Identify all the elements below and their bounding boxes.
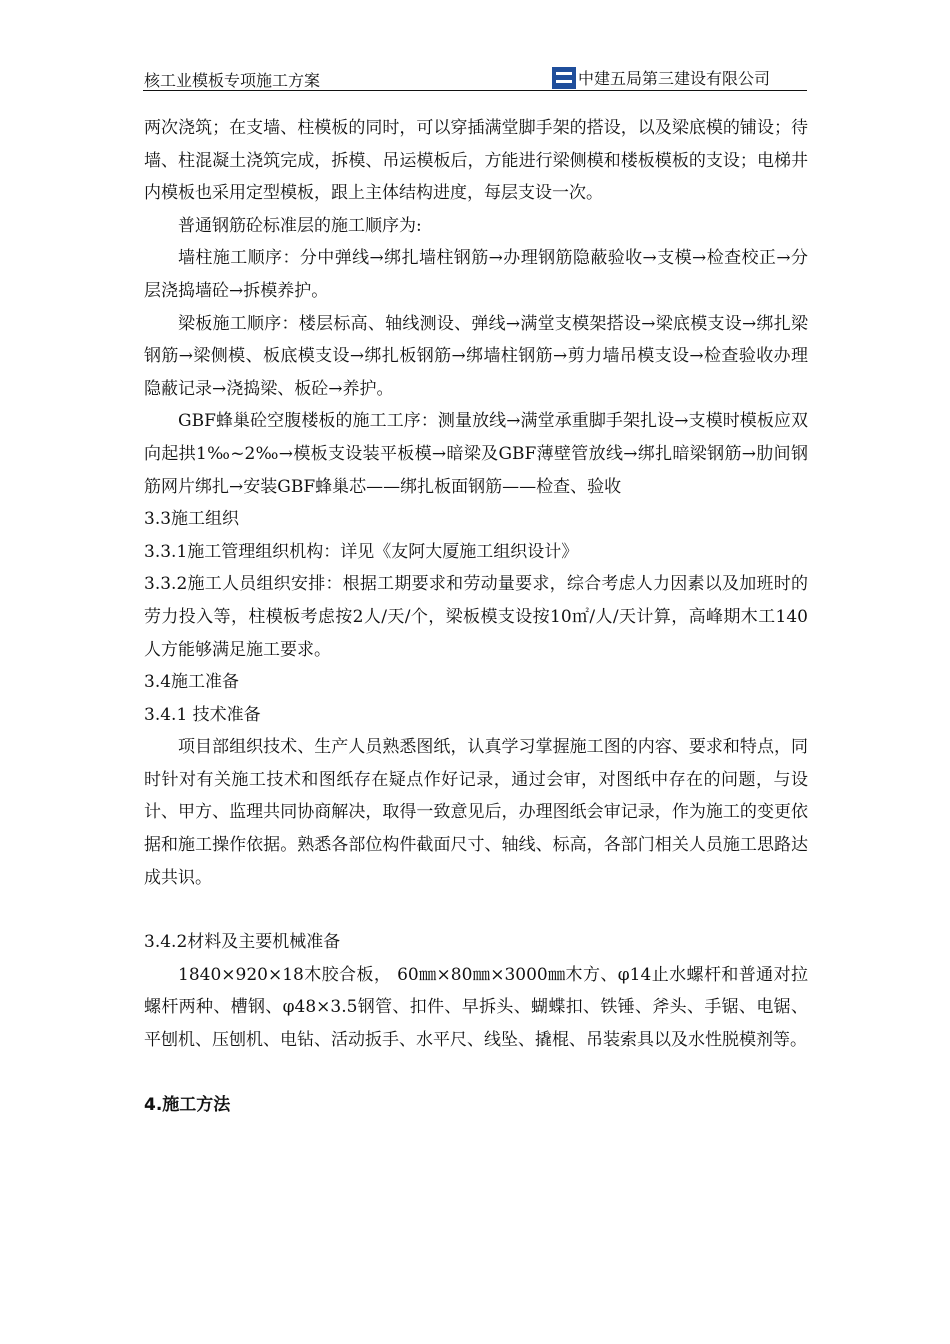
document-body (144, 112, 808, 1121)
company-logo-icon (552, 67, 576, 89)
paragraph-3-3-2: 3.3.2施工人员组织安排：根据工期要求和劳动量要求，综合考虑人力因素以及加班时的劳力投入等，柱模板考虑按2人/天/个，梁板模支设按10㎡/人/天计算，高峰期木工140人方能够满足施工要求。 (144, 574, 808, 660)
paragraph-3-3-1: 3.3.1施工管理组织机构：详见《友阿大厦施工组织设计》 (144, 541, 579, 562)
spacer (144, 894, 808, 926)
heading-3-4: 3.4施工准备 (144, 672, 240, 693)
paragraph-gbf-sequence: GBF蜂巢砼空腹楼板的施工工序：测量放线→满堂承重脚手架扎设→支模时模板应双向起拱1‰~2‰→模板支设装平板模→暗梁及GBF薄壁管放线→绑扎暗梁钢筋→肋间钢筋网片绑扎→安装GBF蜂巢芯——绑扎板面钢筋——检查、验收 (144, 411, 808, 497)
heading-3-4-1: 3.4.1 技术准备 (144, 704, 261, 725)
heading-3-4-2: 3.4.2材料及主要机械准备 (144, 932, 341, 953)
paragraph-pouring: 两次浇筑；在支墙、柱模板的同时，可以穿插满堂脚手架的搭设，以及梁底模的铺设；待墙、柱混凝土浇筑完成，拆模、吊运模板后，方能进行梁侧模和楼板模板的支设；电梯井内模板也采用定型模板，跟上主体结构进度，每层支设一次。 (144, 118, 808, 204)
heading-3-3: 3.3施工组织 (144, 509, 240, 530)
paragraph-wall-column-sequence: 墙柱施工顺序：分中弹线→绑扎墙柱钢筋→办理钢筋隐蔽验收→支模→检查校正→分层浇捣墙砼→拆模养护。 (144, 248, 808, 301)
spacer (144, 1057, 808, 1089)
paragraph-sequence-intro: 普通钢筋砼标准层的施工顺序为: (178, 215, 422, 236)
header-divider (143, 90, 807, 91)
company-name: 中建五局第三建设有限公司 (578, 69, 771, 88)
header-title: 核工业模板专项施工方案 (144, 71, 321, 90)
paragraph-3-4-2: 1840×920×18木胶合板， 60㎜×80㎜×3000㎜木方、φ14止水螺杆和普通对拉螺杆两种、槽钢、φ48×3.5钢管、扣件、早拆头、蝴蝶扣、铁锤、斧头、手锯、电锯、平刨机、压刨机、电钻、活动扳手、水平尺、线坠、撬棍、吊装索具以及水性脱模剂等。 (144, 964, 808, 1051)
paragraph-3-4-1: 项目部组织技术、生产人员熟悉图纸，认真学习掌握施工图的内容、要求和特点，同时针对有关施工技术和图纸存在疑点作好记录，通过会审，对图纸中存在的问题，与设计、甲方、监理共同协商解决，取得一致意见后，办理图纸会审记录，作为施工的变更依据和施工操作依据。熟悉各部位构件截面尺寸、轴线、标高，各部门相关人员施工思路达成共识。 (144, 737, 808, 888)
header-company (552, 66, 770, 89)
heading-4: 4.施工方法 (144, 1094, 231, 1115)
paragraph-beam-slab-sequence: 梁板施工顺序：楼层标高、轴线测设、弹线→满堂支模架搭设→梁底模支设→绑扎梁钢筋→梁侧模、板底模支设→绑扎板钢筋→绑墙柱钢筋→剪力墙吊模支设→检查验收办理隐蔽记录→浇捣梁、板砼→养护。 (144, 313, 808, 399)
